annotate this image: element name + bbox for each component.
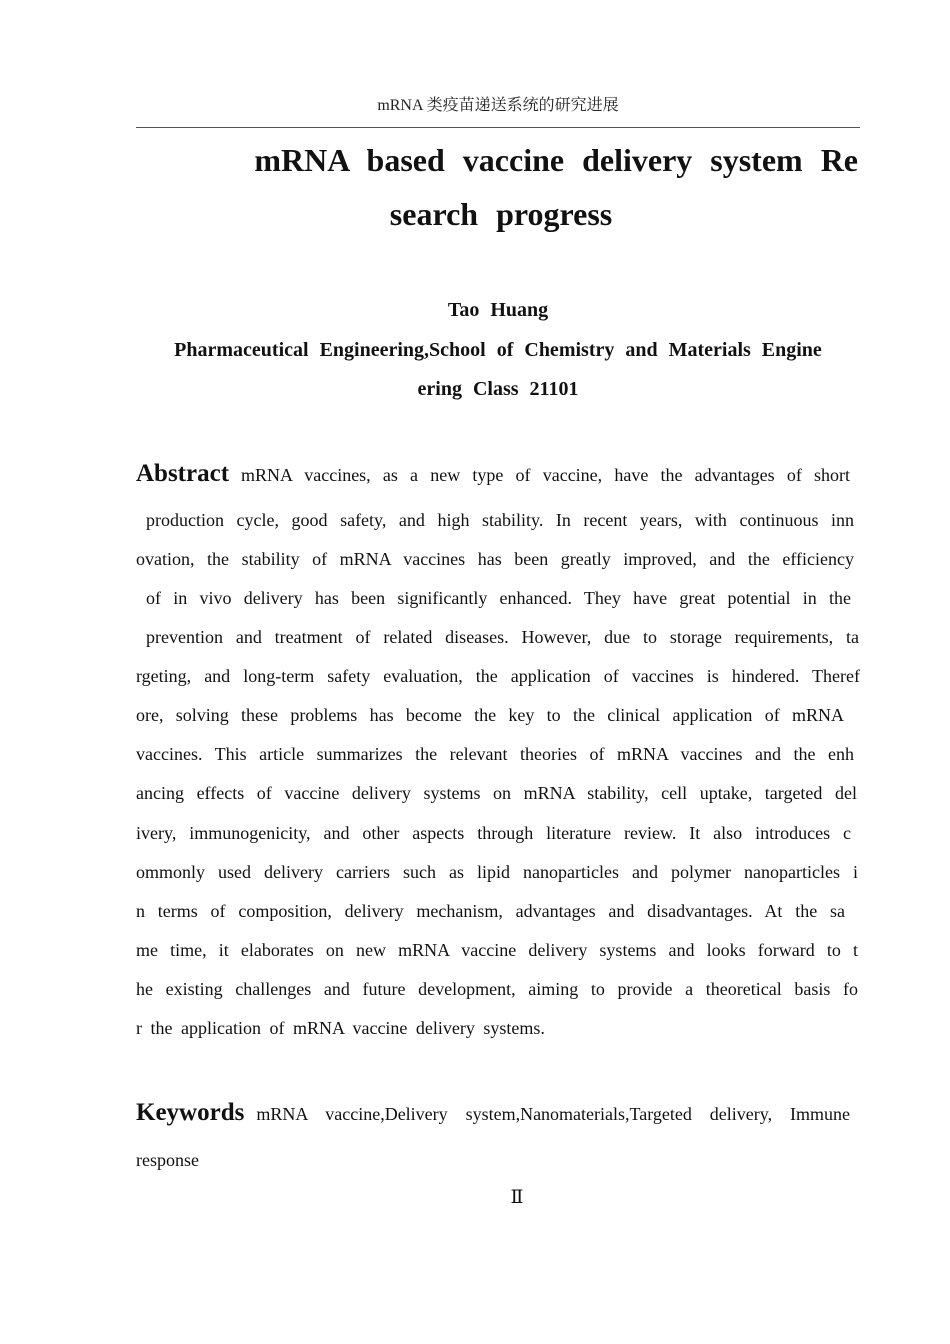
keywords-heading: Keywords: [136, 1099, 245, 1126]
affiliation-line-1: Pharmaceutical Engineering,School of Chemistry and Materials Engine: [174, 339, 822, 361]
abstract-line: ivery, immunogenicity, and other aspects through literature review. It also introduces c: [136, 823, 851, 843]
abstract-text: mRNA vaccines, as a new type of vaccine, have the advantages of short: [241, 465, 850, 485]
abstract-line: ovation, the stability of mRNA vaccines has been greatly improved, and the efficiency: [136, 549, 854, 569]
abstract-line: prevention and treatment of related diseases. However, due to storage requirements, ta: [146, 627, 859, 647]
abstract-line: he existing challenges and future development, aiming to provide a theoretical basis fo: [136, 979, 858, 999]
abstract-line: me time, it elaborates on new mRNA vaccine delivery systems and looks forward to t: [136, 940, 858, 960]
abstract-line: of in vivo delivery has been significantly enhanced. They have great potential in the: [146, 588, 851, 608]
abstract-line: vaccines. This article summarizes the relevant theories of mRNA vaccines and the enh: [136, 744, 854, 764]
abstract-line: r the application of mRNA vaccine delivery systems.: [136, 1018, 545, 1038]
paper-title-line-2: search progress: [389, 196, 613, 232]
paper-title-line-1: mRNA based vaccine delivery system Re: [254, 142, 858, 178]
abstract-line: [136, 460, 850, 488]
author-name: Tao Huang: [447, 299, 549, 321]
running-header: mRNA 类疫苗递送系统的研究进展: [377, 97, 619, 114]
abstract-line: production cycle, good safety, and high stability. In recent years, with continuous inn: [146, 510, 854, 530]
abstract-line: n terms of composition, delivery mechanism, advantages and disadvantages. At the sa: [136, 901, 845, 921]
abstract-line: rgeting, and long-term safety evaluation, the application of vaccines is hindered. Theref: [136, 666, 860, 686]
abstract-line: ore, solving these problems has become the key to the clinical application of mRNA: [136, 705, 844, 725]
page-number: Ⅱ: [510, 1187, 524, 1208]
keywords-line: [136, 1099, 850, 1127]
abstract-line: ancing effects of vaccine delivery systems on mRNA stability, cell uptake, targeted del: [136, 783, 857, 803]
affiliation-line-2: ering Class 21101: [417, 378, 579, 400]
abstract-heading: Abstract: [136, 460, 230, 487]
keywords-text: mRNA vaccine,Delivery system,Nanomaterials,Targeted delivery, Immune: [256, 1104, 850, 1124]
abstract-line: ommonly used delivery carriers such as lipid nanoparticles and polymer nanoparticles i: [136, 862, 858, 882]
keywords-line-2: response: [136, 1150, 199, 1170]
header-rule: [136, 127, 860, 128]
